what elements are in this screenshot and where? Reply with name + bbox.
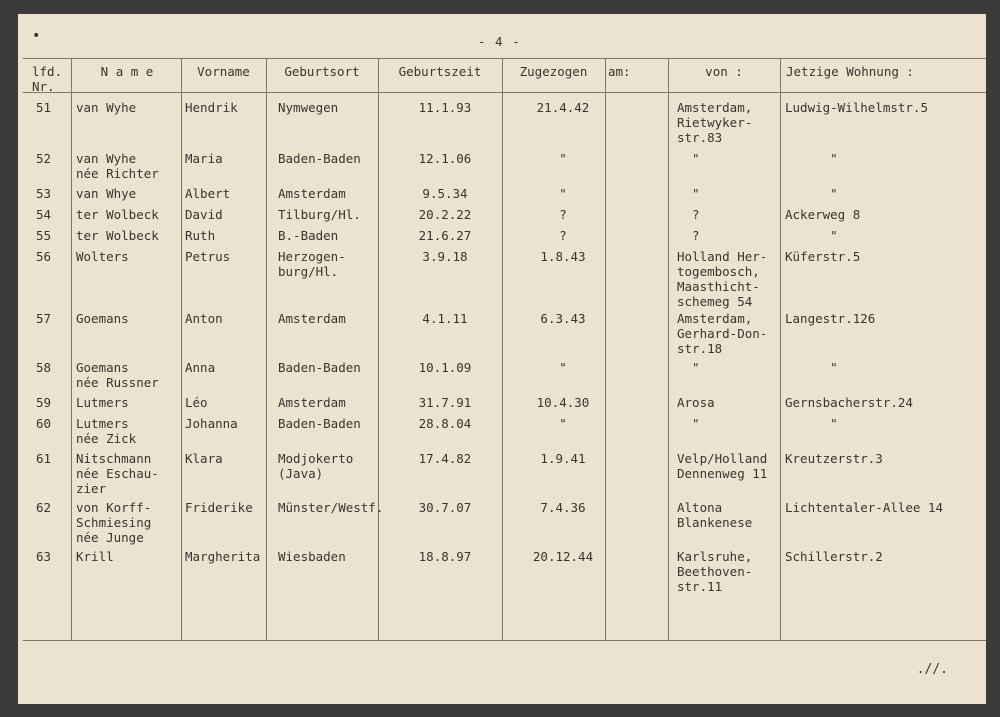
col-divider-ort [266,58,267,641]
row-zugezogen: 1.8.43 [540,249,586,264]
col-divider-von [668,58,669,641]
row-geburtszeit: 4.1.11 [422,311,468,326]
row-von: Altona Blankenese [677,500,753,530]
row-zugezogen: 1.9.41 [540,451,586,466]
row-von: Amsterdam, Rietwyker- str.83 [677,100,753,145]
row-von: Velp/Holland Dennenweg 11 [677,451,768,481]
header-am: am: [608,64,631,79]
row-geburtszeit: 9.5.34 [422,186,468,201]
corner-dot: • [32,28,41,44]
row-von: Holland Her- togembosch, Maasthicht- schemeg 54 [677,249,768,309]
row-von: " [677,416,700,431]
header-von: von : [705,64,743,79]
row-geburtsort: Wiesbaden [278,549,346,564]
row-geburtszeit: 10.1.09 [418,360,472,375]
row-geburtsort: Modjokerto (Java) [278,451,354,481]
row-nr: 60 [36,416,52,431]
row-zugezogen: " [559,360,567,375]
col-divider-name [71,58,72,641]
row-vorname: David [185,207,223,222]
row-von: ? [677,228,700,243]
row-nr: 54 [36,207,52,222]
row-wohnung: Kreutzerstr.3 [785,451,883,466]
row-name: Wolters [76,249,129,264]
row-wohnung: Lichtentaler-Allee 14 [785,500,944,515]
col-divider-zeit [378,58,379,641]
row-vorname: Léo [185,395,208,410]
row-geburtsort: Baden-Baden [278,416,361,431]
header-name: N a m e [100,64,154,79]
row-wohnung: Langestr.126 [785,311,876,326]
row-nr: 52 [36,151,52,166]
row-geburtszeit: 12.1.06 [418,151,472,166]
row-nr: 62 [36,500,52,515]
row-name: Krill [76,549,114,564]
row-geburtsort: Amsterdam [278,186,346,201]
row-wohnung: " [785,151,838,166]
row-zugezogen: 21.4.42 [536,100,590,115]
row-name: von Korff- Schmiesing née Junge [76,500,152,545]
row-von: " [677,151,700,166]
header-top-rule [23,58,986,59]
row-geburtsort: Tilburg/Hl. [278,207,361,222]
row-name: van Wyhe [76,100,137,115]
row-vorname: Petrus [185,249,231,264]
row-geburtsort: Amsterdam [278,311,346,326]
table-bottom-rule [23,640,986,641]
row-geburtszeit: 3.9.18 [422,249,468,264]
header-bottom-rule [23,92,986,93]
row-vorname: Klara [185,451,223,466]
row-geburtszeit: 20.2.22 [418,207,472,222]
row-wohnung: " [785,360,838,375]
row-zugezogen: 6.3.43 [540,311,586,326]
row-geburtszeit: 21.6.27 [418,228,472,243]
row-geburtszeit: 31.7.91 [418,395,472,410]
row-vorname: Maria [185,151,223,166]
row-zugezogen: 7.4.36 [540,500,586,515]
row-geburtsort: Baden-Baden [278,151,361,166]
row-geburtsort: B.-Baden [278,228,339,243]
row-wohnung: " [785,416,838,431]
row-nr: 51 [36,100,52,115]
row-zugezogen: " [559,186,567,201]
row-geburtszeit: 30.7.07 [418,500,472,515]
page-number: - 4 - [478,34,521,49]
row-nr: 53 [36,186,52,201]
row-vorname: Friderike [185,500,253,515]
row-vorname: Anna [185,360,216,375]
row-vorname: Margherita [185,549,261,564]
row-name: Lutmers née Zick [76,416,137,446]
row-name: ter Wolbeck [76,228,159,243]
row-nr: 59 [36,395,52,410]
row-wohnung: Schillerstr.2 [785,549,883,564]
row-wohnung: " [785,186,838,201]
continuation-mark: .//. [916,662,948,677]
row-vorname: Albert [185,186,231,201]
row-vorname: Ruth [185,228,216,243]
row-nr: 56 [36,249,52,264]
row-geburtszeit: 28.8.04 [418,416,472,431]
row-geburtsort: Münster/Westf. [278,500,384,515]
row-nr: 63 [36,549,52,564]
row-zugezogen: 10.4.30 [536,395,590,410]
header-geburtszeit: Geburtszeit [398,64,482,79]
row-geburtszeit: 17.4.82 [418,451,472,466]
col-divider-vorname [181,58,182,641]
header-zugezogen: Zugezogen [519,64,588,79]
row-von: ? [677,207,700,222]
row-vorname: Anton [185,311,223,326]
row-von: Arosa [677,395,715,410]
row-geburtsort: Amsterdam [278,395,346,410]
header-geburtsort: Geburtsort [284,64,360,79]
row-name: van Whye [76,186,137,201]
row-von: " [677,186,700,201]
row-wohnung: Küferstr.5 [785,249,861,264]
row-name: Goemans [76,311,129,326]
row-name: Lutmers [76,395,129,410]
row-von: " [677,360,700,375]
row-von: Amsterdam, Gerhard-Don- str.18 [677,311,768,356]
row-nr: 61 [36,451,52,466]
row-nr: 55 [36,228,52,243]
row-nr: 58 [36,360,52,375]
row-name: ter Wolbeck [76,207,159,222]
row-wohnung: Ackerweg 8 [785,207,861,222]
document-page [18,14,986,704]
row-zugezogen: ? [559,228,567,243]
row-name: Goemans née Russner [76,360,159,390]
row-wohnung: Ludwig-Wilhelmstr.5 [785,100,928,115]
row-name: Nitschmann née Eschau- zier [76,451,159,496]
row-vorname: Hendrik [185,100,238,115]
header-vorname: Vorname [197,64,250,79]
row-nr: 57 [36,311,52,326]
row-geburtsort: Herzogen- burg/Hl. [278,249,346,279]
row-wohnung: Gernsbacherstr.24 [785,395,913,410]
row-geburtsort: Nymwegen [278,100,339,115]
col-divider-wohnung [780,58,781,641]
row-vorname: Johanna [185,416,238,431]
row-geburtszeit: 18.8.97 [418,549,472,564]
header-nr: lfd. Nr. [32,64,63,94]
row-zugezogen: 20.12.44 [532,549,594,564]
header-wohnung: Jetzige Wohnung : [786,64,914,79]
row-von: Karlsruhe, Beethoven- str.11 [677,549,753,594]
row-wohnung: " [785,228,838,243]
row-zugezogen: " [559,151,567,166]
row-geburtszeit: 11.1.93 [418,100,472,115]
row-geburtsort: Baden-Baden [278,360,361,375]
row-name: van Wyhe née Richter [76,151,159,181]
row-zugezogen: ? [559,207,567,222]
row-zugezogen: " [559,416,567,431]
